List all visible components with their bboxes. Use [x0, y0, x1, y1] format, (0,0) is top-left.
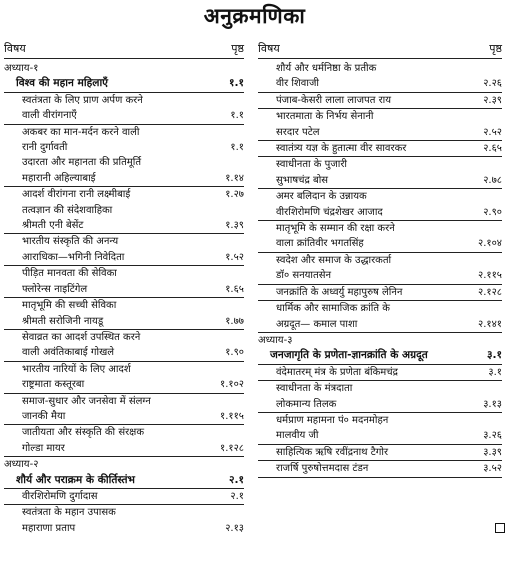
toc-column-left [4, 38, 244, 536]
entry-title: अध्याय-३ [258, 334, 293, 346]
entry-title: सेवाव्रत का आदर्श उपस्थित करने [22, 331, 141, 343]
toc-entry [258, 157, 502, 172]
toc-entry [4, 425, 244, 440]
entry-page-number: १.१०२ [220, 379, 244, 391]
toc-entry [258, 445, 502, 461]
toc-entry [258, 365, 502, 381]
entry-page-number: ३.५२ [483, 463, 502, 475]
toc-entry [258, 189, 502, 204]
toc-entry [4, 171, 244, 187]
entry-title: स्वतंत्रता के लिए प्राण अर्पण करने [22, 94, 143, 106]
toc-entry [4, 125, 244, 140]
section-heading [4, 473, 244, 489]
entry-title: स्वाधीनता के पुजारी [276, 159, 348, 171]
entry-title: जातीयता और संस्कृति की संरक्षक [22, 427, 145, 439]
entry-page-number: ३.१ [488, 366, 502, 378]
toc-entry [258, 253, 502, 268]
toc-rows [258, 61, 502, 478]
entry-title: धार्मिक और सामाजिक क्रांति के [276, 303, 390, 315]
entry-page-number: ३.१ [486, 349, 502, 362]
toc-entry [4, 266, 244, 281]
toc-entry [258, 125, 502, 141]
entry-title: अकबर का मान-मर्दन करने वाली [22, 126, 140, 138]
entry-page-number: १.१४ [225, 172, 244, 184]
chapter-heading [258, 333, 502, 348]
entry-page-number: २.२६ [483, 78, 502, 90]
toc-entry [258, 413, 502, 428]
entry-title: जनजागृति के प्रणेता-ज्ञानक्रांति के अग्रदूत [270, 349, 428, 362]
column-header [258, 38, 502, 59]
toc-entry [258, 173, 502, 189]
entry-title: भारतमाता के निर्भय सेनानी [276, 111, 374, 123]
page-header: पृष्ठ [489, 41, 502, 55]
entry-title: वीरशिरोमणि दुर्गादास [22, 490, 98, 502]
entry-page-number: २.७८ [483, 174, 502, 186]
toc-entry [4, 314, 244, 330]
entry-title: आदर्श वीरांगना रानी लक्ष्मीबाई [22, 189, 131, 201]
toc-entry [258, 268, 502, 284]
toc-entry [258, 317, 502, 333]
toc-entry [258, 397, 502, 413]
entry-page-number: २.११५ [478, 270, 502, 282]
toc-entry [4, 187, 244, 202]
section-heading [4, 76, 244, 92]
entry-page-number: १.६५ [225, 283, 244, 295]
toc-rows [4, 61, 244, 536]
entry-title: जनक्रांति के अध्वर्यु महापुरुष लेनिन [276, 286, 403, 298]
toc-entry [4, 345, 244, 361]
toc-entry [258, 381, 502, 396]
toc-entry [4, 140, 244, 155]
toc-entry [4, 108, 244, 124]
entry-title: धर्मप्राण महामना पं० मदनमोहन [276, 414, 389, 426]
toc-entry [258, 285, 502, 301]
entry-title: विश्व की महान महिलाएँ [16, 77, 109, 90]
entry-page-number: ३.१३ [483, 398, 502, 410]
column-header [4, 38, 244, 59]
entry-title: पीड़ित मानवता की सेविका [22, 268, 117, 280]
entry-title: वीर शिवाजी [276, 78, 319, 90]
entry-page-number: १.१ [228, 77, 244, 90]
toc-entry [4, 218, 244, 234]
entry-title: भारतीय नारियों के लिए आदर्श [22, 363, 131, 375]
toc-entry [258, 109, 502, 124]
entry-page-number: १.११५ [220, 410, 244, 422]
end-square-icon [495, 523, 505, 533]
toc-entry [258, 301, 502, 316]
entry-page-number: ३.२६ [483, 430, 502, 442]
entry-title: वाली वीरांगनाएँ [22, 110, 77, 122]
entry-page-number: १.१ [230, 110, 244, 122]
entry-title: मातृभूमि के सम्मान की रक्षा करने [276, 223, 395, 235]
entry-title: स्वातंत्र्य यज्ञ के हुतात्मा वीर सावरकर [276, 143, 407, 155]
entry-title: समाज-सुधार और जनसेवा में संलग्न [22, 395, 151, 407]
toc-column-right [258, 38, 502, 478]
entry-title: अमर बलिदान के उन्नायक [276, 191, 367, 203]
toc-entry [258, 221, 502, 236]
entry-page-number: १.१ [230, 142, 244, 154]
entry-page-number: २.१२८ [478, 286, 502, 298]
section-heading [258, 348, 502, 364]
toc-entry [4, 362, 244, 377]
chapter-heading [4, 61, 244, 76]
entry-title: वंदेमातरम् मंत्र के प्रणेता बंकिमचंद्र [276, 366, 398, 378]
entry-title: अग्रदूत— कमाल पाशा [276, 318, 358, 330]
page-title: अनुक्रमणिका [203, 4, 306, 28]
chapter-heading [4, 457, 244, 472]
entry-title: सरदार पटेल [276, 126, 320, 138]
entry-page-number: २.१४१ [478, 318, 502, 330]
toc-entry [4, 505, 244, 520]
entry-title: फ्लोरेन्स नाइटिंगेल [22, 283, 88, 295]
entry-title: राष्ट्रमाता कस्तूरबा [22, 379, 85, 391]
toc-entry [4, 298, 244, 313]
toc-entry [4, 250, 244, 266]
entry-page-number: २.१ [230, 490, 244, 502]
entry-page-number: २.१ [228, 473, 244, 486]
toc-entry [4, 441, 244, 457]
entry-title: भारतीय संस्कृति की अनन्य [22, 236, 119, 248]
entry-title: पंजाब-केसरी लाला लाजपत राय [276, 94, 392, 106]
toc-entry [258, 205, 502, 221]
entry-title: महारानी अहिल्याबाई [22, 172, 96, 184]
toc-entry [258, 61, 502, 76]
toc-entry [258, 76, 502, 92]
toc-entry [4, 330, 244, 345]
entry-title: साहित्यिक ऋषि रवींद्रनाथ टैगोर [276, 446, 389, 458]
toc-entry [258, 141, 502, 157]
entry-title: डॉ० सनयातसेन [276, 270, 332, 282]
entry-title: श्रीमती सरोजिनी नायडू [22, 315, 104, 327]
entry-page-number: ३.३९ [483, 446, 502, 458]
entry-page-number: २.३९ [483, 94, 502, 106]
entry-page-number: २.५२ [483, 126, 502, 138]
entry-page-number: १.३९ [225, 220, 244, 232]
toc-entry [258, 461, 502, 477]
toc-entry [4, 521, 244, 536]
toc-entry [4, 489, 244, 505]
entry-title: महाराणा प्रताप [22, 522, 76, 534]
toc-entry [4, 234, 244, 249]
entry-title: श्रीमती एनी बेसेंट [22, 220, 84, 232]
entry-page-number: २.६५ [483, 143, 502, 155]
toc-entry [4, 377, 244, 393]
toc-entry [4, 282, 244, 298]
entry-title: स्वाधीनता के मंत्रदाता [276, 383, 353, 395]
entry-page-number: २.१०४ [478, 238, 502, 250]
entry-title: अध्याय-१ [4, 63, 39, 74]
toc-entry [4, 394, 244, 409]
entry-page-number: २.९० [483, 206, 502, 218]
entry-page-number: १.१२८ [220, 442, 244, 454]
subject-header: विषय [4, 41, 26, 55]
entry-title: वाला क्रांतिवीर भगतसिंह [276, 238, 364, 250]
entry-page-number: १.२७ [225, 189, 244, 201]
subject-header: विषय [258, 41, 280, 55]
entry-title: रानी दुर्गावती [22, 142, 68, 154]
toc-entry [258, 236, 502, 252]
entry-page-number: २.१३ [225, 522, 244, 534]
page-header: पृष्ठ [231, 41, 244, 55]
entry-title: सुभाषचंद्र बोस [276, 174, 329, 186]
toc-entry [4, 203, 244, 218]
entry-title: राजर्षि पुरुषोत्तमदास टंडन [276, 463, 369, 475]
entry-title: तत्वज्ञान की संदेशवाहिका [22, 204, 113, 216]
entry-title: शौर्य और धर्मनिष्ठा के प्रतीक [276, 63, 377, 74]
entry-title: मातृभूमि की सच्ची सेविका [22, 300, 117, 312]
entry-title: वीरशिरोमणि चंद्रशेखर आजाद [276, 206, 383, 218]
entry-page-number: १.९० [225, 347, 244, 359]
entry-title: वाली अवंतिकाबाई गोखले [22, 347, 115, 359]
toc-entry [4, 409, 244, 425]
entry-title: स्वतंत्रता के महान उपासक [22, 507, 116, 519]
entry-title: जानकी मैया [22, 410, 66, 422]
toc-entry [258, 93, 502, 109]
entry-title: गोल्डा मायर [22, 442, 65, 454]
entry-page-number: १.५२ [225, 251, 244, 263]
entry-title: आराधिका—भगिनी निवेदिता [22, 251, 125, 263]
entry-title: शौर्य और पराक्रम के कीर्तिस्तंभ [16, 473, 135, 486]
toc-entry [4, 93, 244, 108]
entry-title: लोकमान्य तिलक [276, 398, 337, 410]
toc-entry [4, 155, 244, 170]
entry-page-number: १.७७ [225, 315, 244, 327]
entry-title: अध्याय-२ [4, 459, 39, 471]
entry-title: मालवीय जी [276, 430, 319, 442]
entry-title: स्वदेश और समाज के उद्धारकर्ता [276, 254, 392, 266]
toc-entry [258, 428, 502, 444]
entry-title: उदारता और महानता की प्रतिमूर्ति [22, 157, 142, 169]
